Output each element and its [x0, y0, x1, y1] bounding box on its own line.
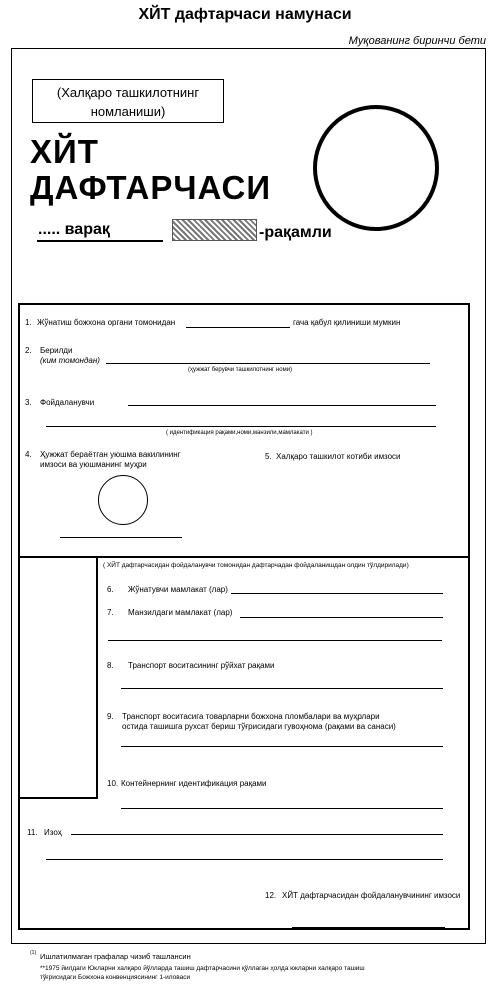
field-10-label: Контейнернинг идентификация рақами	[121, 779, 267, 788]
field-2-line	[106, 363, 430, 364]
big-title-line-1: ХЙТ	[30, 133, 99, 170]
field-7-line-2	[108, 640, 442, 641]
field-6-line	[231, 593, 443, 594]
field-9-line	[121, 746, 443, 747]
field-3-line-2	[46, 426, 436, 427]
field-4-number: 4.	[25, 450, 32, 459]
field-10-line	[121, 808, 443, 809]
field-7-label: Манзилдаги мамлакат (лар)	[128, 608, 233, 617]
field-10-number: 10.	[107, 779, 119, 788]
field-9-number: 9.	[107, 712, 114, 721]
field-2-number: 2.	[25, 346, 32, 355]
field-3-caption: ( идентификация рақами,номи,манзили,мамлакати )	[166, 430, 313, 436]
field-5-label: Халқаро ташкилот котиби имзоси	[276, 452, 401, 461]
page-subtitle: Муқованинг биринчи бети	[348, 35, 486, 47]
field-11-label: Изоҳ	[44, 828, 62, 837]
org-name-line-2: номланиши)	[90, 104, 166, 119]
org-name-box	[32, 79, 224, 123]
field-3-label: Фойдаланувчи	[40, 398, 95, 407]
side-box	[20, 556, 98, 799]
org-name-line-1: (Халқаро ташкилотнинг	[56, 85, 200, 100]
field-6-label: Жўнатувчи мамлакат (лар)	[128, 585, 228, 594]
field-2-label: Берилди	[40, 346, 73, 355]
field-1-suffix: гача қабул қилиниши мумкин	[293, 318, 401, 327]
footnote-1: Ишлатилмаган графалар чизиб ташлансин	[40, 952, 191, 961]
footnote-2-line-1: **1975 йилдаги Юкларни халқаро йўлларда ташиш дафтарчасини қўллаган ҳолда юкларни халқаро ташиш	[40, 965, 365, 972]
stamp-circle	[313, 105, 439, 231]
field-11-line-2	[46, 859, 443, 860]
footnote-2-line-2: тўғрисидаги Божхона конвенциясининг 1-иловаси	[40, 974, 191, 981]
field-2-caption: (ҳужжат берувчи ташкилотнинг номи)	[188, 367, 293, 373]
numbered-label: -рақамли	[259, 224, 332, 241]
field-5-number: 5.	[265, 452, 272, 461]
sheet-count-label: ..... варақ	[38, 221, 110, 238]
seal-circle	[98, 475, 148, 525]
field-11-line-1	[71, 834, 443, 835]
sheet-count-underline	[37, 240, 163, 242]
number-hatch-box	[172, 219, 257, 241]
field-12-signature-line	[292, 927, 445, 928]
field-3-number: 3.	[25, 398, 32, 407]
field-8-label: Транспорт воситасининг рўйхат рақами	[128, 661, 275, 670]
field-9-label-2: остида ташишга рухсат бериш тўғрисидаги гувоҳнома (рақами ва санаси)	[122, 722, 396, 731]
field-8-number: 8.	[107, 661, 114, 670]
field-7-line-1	[240, 617, 443, 618]
field-12-number: 12.	[265, 891, 277, 900]
field-4-label-1: Ҳужжат бераётган уюшма вакилининг	[40, 450, 181, 459]
field-7-number: 7.	[107, 608, 114, 617]
field-3-line-1	[128, 405, 436, 406]
field-6-number: 6.	[107, 585, 114, 594]
footnote-1-mark: (1)	[30, 950, 37, 956]
field-2-note: (ким томондан)	[40, 356, 100, 365]
big-title-line-2: ДАФТАРЧАСИ	[30, 169, 272, 206]
field-11-number: 11.	[27, 828, 38, 837]
field-4-label-2: имзоси ва уюшманинг муҳри	[40, 460, 147, 469]
user-note: ( ХЙТ дафтарчасидан фойдаланувчи томонидан дафтарчадан фойдаланишдан олдин тўлдирилади)	[103, 562, 409, 569]
field-8-line	[121, 688, 443, 689]
field-4-signature-line	[60, 537, 182, 538]
field-1-label: Жўнатиш божхона органи томонидан	[37, 318, 176, 327]
page-title: ХЙТ дафтарчаси намунаси	[138, 6, 352, 23]
field-12-label: ХЙТ дафтарчасидан фойдаланувчининг имзоси	[282, 891, 461, 900]
field-1-number: 1.	[25, 318, 32, 327]
field-9-label-1: Транспорт воситасига товарларни божхона пломбалари ва муҳрлари	[122, 712, 380, 721]
field-1-line	[186, 327, 290, 328]
